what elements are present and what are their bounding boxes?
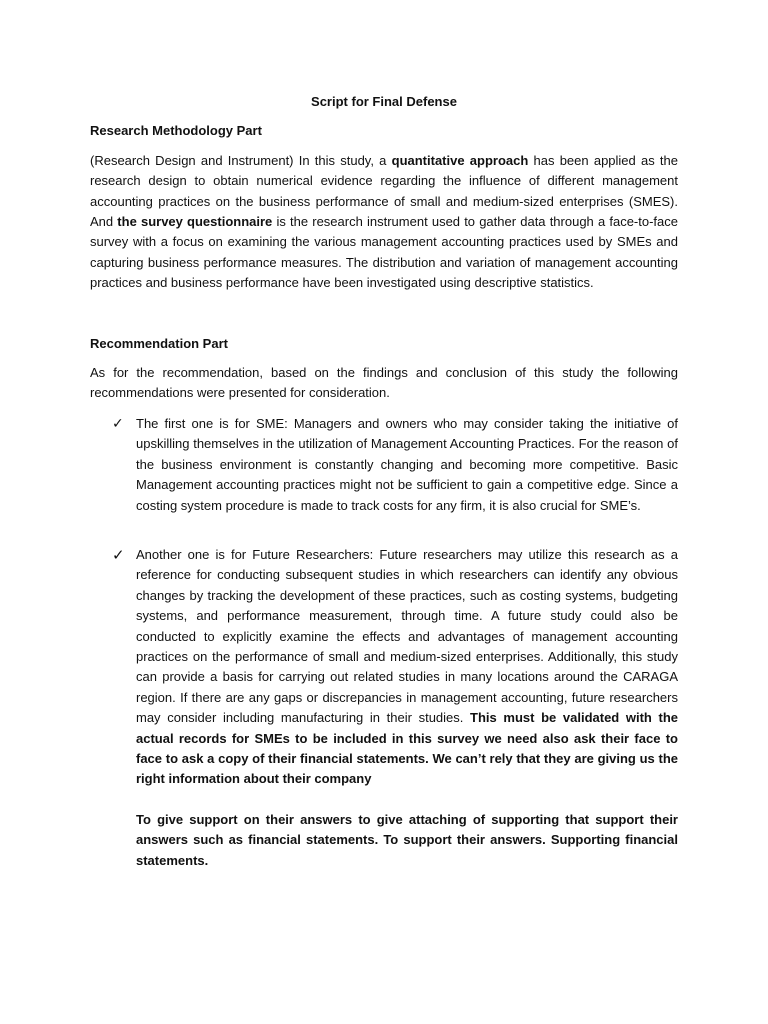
methodology-text-2: has been applied as the research design to obtain numerical evidence regarding the influence of different management accounting practices on the business performance of small and medium-sized enterprises (SMES). And — [90, 152, 679, 230]
recommendation-list — [90, 414, 678, 790]
methodology-heading: Research Methodology Part — [90, 123, 262, 139]
supporting-statements-note: To give support on their answers to give attaching of supporting that support their answers such as financial statements. To support their answers. Supporting financial statements. — [136, 811, 678, 868]
document-content — [90, 92, 678, 884]
methodology-paragraph — [90, 151, 678, 294]
validation-note-emphasis: This must be validated with the actual records for SMEs to be included in this survey we need also ask their face to face to ask a copy of their financial statements. We can’t rely that they are giving us the right information about their company — [136, 710, 678, 787]
recommendation-heading: Recommendation Part — [90, 335, 228, 351]
survey-questionnaire-emphasis: the survey questionnaire — [117, 214, 273, 230]
recommendation-item-text: Another one is for Future Researchers: Future researchers may utilize this research as a reference for conducting subsequent studies in which researchers can identify any obvious changes by tracking the development of these practices, such as costing systems, budgeting systems, and performance measurement, through time. A future study could also be conducted to explicitly examine the effects and advantages of management accounting practices on the performance of small and medium-sized enterprises. Additionally, this study can provide a basis for carrying out related studies in many locations around the CARAGA region. If there are any gaps or discrepancies in management accounting, future researchers may consider including manufacturing in their studies. — [136, 546, 678, 726]
recommendation-item-text: The first one is for SME: Managers and owners who may consider taking the initiative of upskilling themselves in the utilization of Management Accounting Practices. For the reason of the business environment is constantly changing and becoming more competitive. Basic Management accounting practices might not be sufficient to gain a competitive edge. Since a costing system procedure is made to track costs for any firm, it is also crucial for SME’s. — [136, 415, 678, 513]
checkmark-icon: ✓ — [112, 415, 124, 432]
recommendation-intro: As for the recommendation, based on the findings and conclusion of this study the following recommendations were presented for consideration. — [90, 365, 678, 401]
document-title: Script for Final Defense — [311, 94, 457, 109]
methodology-text-3: is the research instrument used to gather data through a face-to-face survey with a focus on examining the various management accounting practices used by SMEs and capturing business performance measures. The distribution and variation of management accounting practices and business performance have been investigated using descriptive statistics. — [90, 214, 678, 291]
section-spacer — [90, 303, 678, 334]
checkmark-icon: ✓ — [112, 545, 125, 564]
recommendation-item-sme — [90, 414, 678, 516]
methodology-text-1: (Research Design and Instrument) In this study, a — [90, 152, 392, 168]
recommendation-item-future-researchers — [90, 545, 678, 790]
quantitative-approach-emphasis: quantitative approach — [391, 152, 529, 168]
